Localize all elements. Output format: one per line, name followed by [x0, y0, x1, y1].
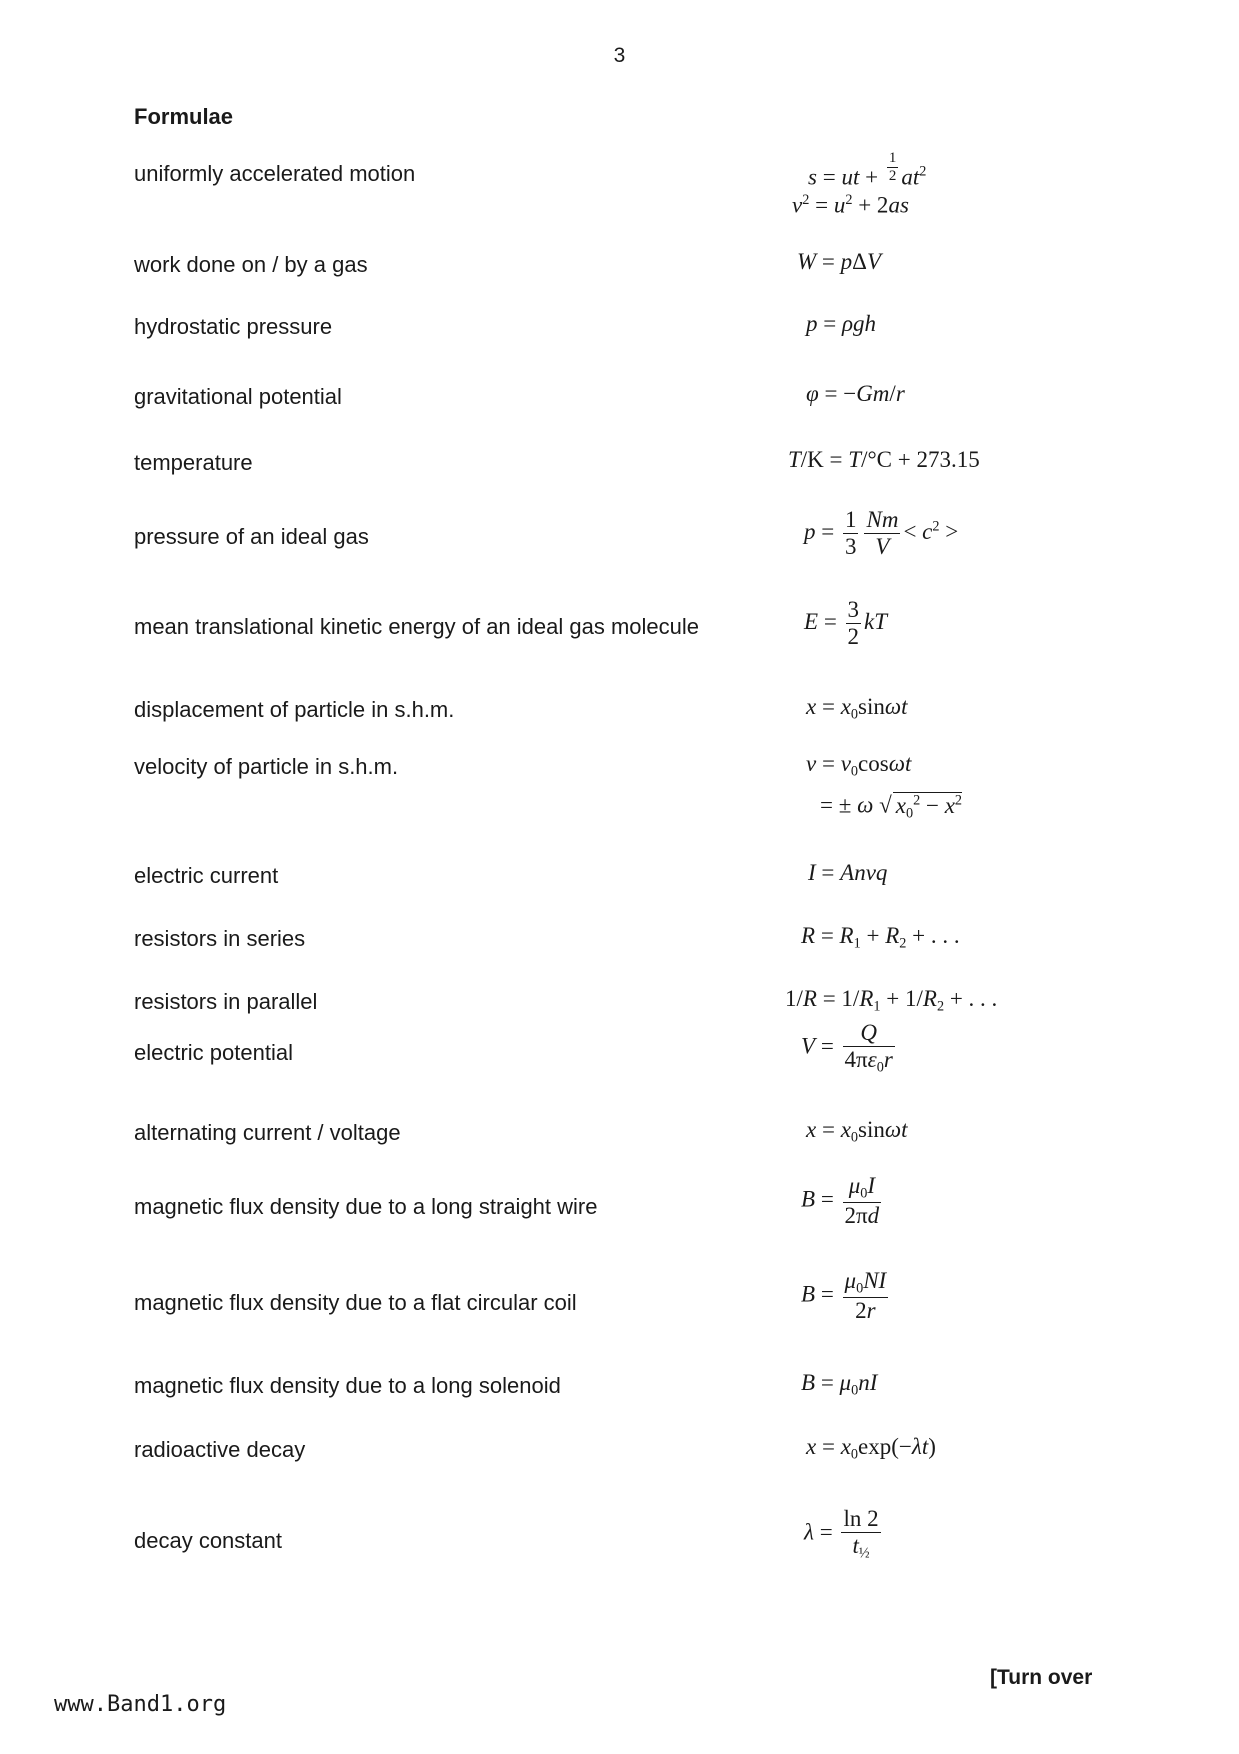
formula-mean-kinetic-energy: E = $\frac{3}{2}$ kT: [804, 597, 888, 650]
formula-label-gravitational-potential: gravitational potential: [134, 384, 342, 409]
formula-gravitational-potential: φ = −Gm/r: [806, 381, 905, 406]
formula-ideal-gas-pressure: p = $\frac{1}{3}$ $\frac{Nm}{V}$ < $c^2$ >: [804, 507, 959, 560]
formula-temperature: T/K = T/°C + 273.15: [788, 447, 980, 472]
formula-resistors-series: $R = R_1 + R_2$ + . . .: [801, 923, 960, 952]
formula-label-shm-velocity: velocity of particle in s.h.m.: [134, 754, 399, 779]
formula-uniform-motion-2: $v^2 = u^2 + 2as$: [792, 192, 909, 218]
formula-shm-velocity-1: $v = v_0\cos\omega t$: [806, 751, 912, 780]
formula-label-flux-straight-wire: magnetic flux density due to a long straight wire: [134, 1194, 598, 1219]
formula-label-electric-potential: electric potential: [134, 1040, 293, 1065]
turn-over-note: [Turn over: [990, 1666, 1093, 1689]
formula-decay-constant: λ = $\frac{\ln 2}{t_{\frac{1}{2}}}$: [804, 1506, 879, 1562]
formula-radioactive-decay: $x = x_0\exp(-\lambda t)$: [806, 1434, 936, 1463]
formula-label-resistors-series: resistors in series: [134, 926, 306, 951]
formula-label-alternating-current: alternating current / voltage: [134, 1120, 401, 1145]
formula-label-shm-displacement: displacement of particle in s.h.m.: [134, 697, 455, 722]
section-title: Formulae: [134, 104, 234, 129]
formula-uniform-motion-1: s = ut + $\frac{1}{2}$ $at^2$: [808, 150, 927, 190]
formula-label-flux-circular-coil: magnetic flux density due to a flat circular coil: [134, 1290, 577, 1315]
formula-flux-solenoid: $B = \mu_0nI$: [801, 1370, 878, 1399]
formula-electric-current: I = Anvq: [808, 860, 888, 885]
formula-label-radioactive-decay: radioactive decay: [134, 1437, 306, 1462]
formula-flux-circular-coil: B = $\frac{\mu_0NI}{2r}$: [801, 1268, 887, 1323]
formula-label-mean-kinetic-energy: mean translational kinetic energy of an ideal gas molecule: [134, 614, 699, 639]
formula-resistors-parallel: $1/R = 1/R_1 + 1/R_2$ + . . .: [785, 986, 998, 1015]
formula-shm-velocity-2: = ± ω √ $x_0^2 - x^2$: [820, 792, 963, 821]
formula-label-decay-constant: decay constant: [134, 1528, 282, 1553]
formula-hydrostatic-pressure: p = ρgh: [806, 311, 877, 336]
formula-label-work-done: work done on / by a gas: [134, 252, 368, 277]
formula-label-hydrostatic-pressure: hydrostatic pressure: [134, 314, 333, 339]
formula-label-uniform-motion: uniformly accelerated motion: [134, 161, 416, 186]
page-number: 3: [613, 44, 626, 67]
formula-work-done: W = pΔV: [797, 249, 882, 274]
formula-label-flux-solenoid: magnetic flux density due to a long solenoid: [134, 1373, 561, 1398]
formula-label-temperature: temperature: [134, 450, 253, 475]
formula-electric-potential: V = $\frac{Q}{4\pi\varepsilon_0r}$: [801, 1020, 893, 1076]
formula-shm-displacement: $x = x_0\sin\omega t$: [806, 694, 908, 723]
formula-label-resistors-parallel: resistors in parallel: [134, 989, 318, 1014]
formula-label-electric-current: electric current: [134, 863, 279, 888]
formula-flux-straight-wire: B = $\frac{\mu_0I}{2\pi d}$: [801, 1173, 880, 1228]
formula-alternating-current: $x = x_0\sin\omega t$: [806, 1117, 908, 1146]
formula-label-ideal-gas-pressure: pressure of an ideal gas: [134, 524, 369, 549]
footer-url: www.Band1.org: [54, 1692, 227, 1717]
